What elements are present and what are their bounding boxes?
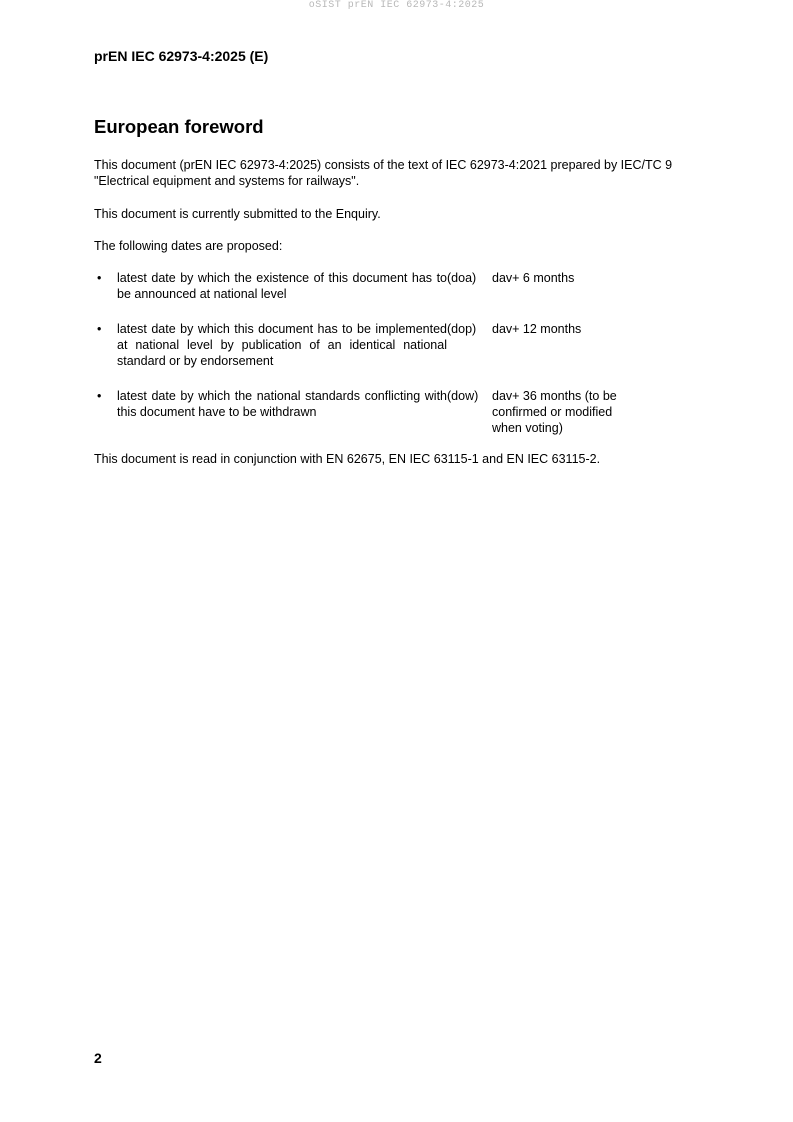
date-description: latest date by which the national standards conflicting with this document have to be withdrawn — [117, 389, 447, 419]
date-item-dow — [94, 388, 709, 436]
bullet: • — [97, 322, 102, 336]
enquiry-paragraph: This document is currently submitted to the Enquiry. — [94, 207, 381, 221]
dates-intro-paragraph: The following dates are proposed: — [94, 239, 283, 253]
bullet: • — [97, 389, 102, 403]
date-code: (dow) — [447, 389, 479, 403]
watermark: oSIST prEN IEC 62973-4:2025 — [308, 0, 485, 11]
dates-list — [94, 270, 709, 436]
date-description: latest date by which this document has to be implemented at national level by publication of an identical national standard or by endorsement — [117, 322, 447, 368]
date-deadline: dav+ 6 months — [492, 271, 575, 285]
date-deadline: dav+ 36 months (to be confirmed or modified when voting) — [492, 389, 617, 435]
date-code: (doa) — [447, 271, 477, 285]
page-number: 2 — [94, 1050, 102, 1066]
date-deadline: dav+ 12 months — [492, 322, 582, 336]
section-title: European foreword — [94, 116, 264, 137]
conjunction-paragraph: This document is read in conjunction with EN 62675, EN IEC 63115-1 and EN IEC 63115-2. — [94, 452, 601, 466]
intro-paragraph: This document (prEN IEC 62973-4:2025) consists of the text of IEC 62973-4:2021 prepared by IEC/TC 9 "Electrical equipment and systems for railways". — [94, 158, 673, 188]
document-reference: prEN IEC 62973-4:2025 (E) — [94, 48, 269, 64]
date-code: (dop) — [447, 322, 477, 336]
date-item-dop — [94, 321, 709, 369]
bullet: • — [97, 271, 102, 285]
date-description: latest date by which the existence of this document has to be announced at national level — [117, 271, 447, 301]
date-item-doa — [94, 270, 709, 302]
